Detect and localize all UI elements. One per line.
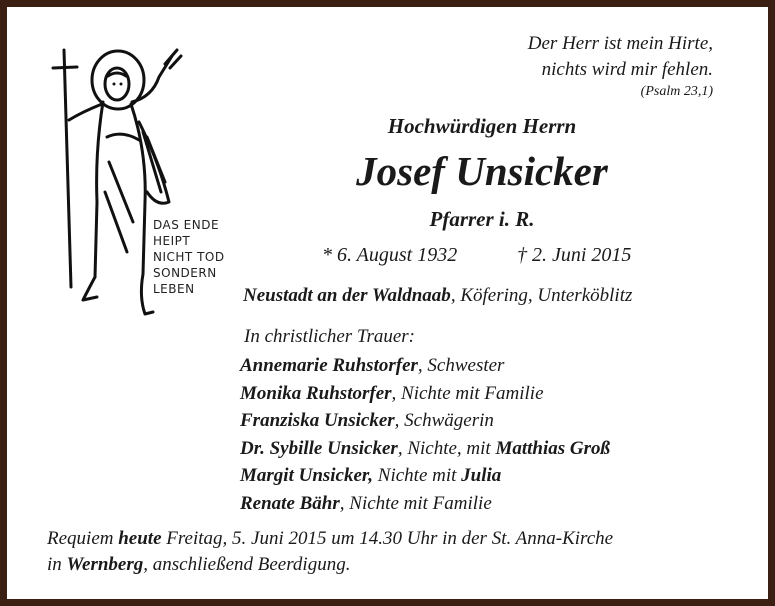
motto-line: LEBEN bbox=[153, 282, 195, 296]
mourner-relation: , Nichte, mit bbox=[397, 437, 496, 459]
deceased-name: Josef Unsicker bbox=[356, 148, 608, 194]
motto-line: HEIPT bbox=[153, 234, 191, 248]
mourner-name: Franziska Unsicker bbox=[240, 410, 395, 431]
psalm-line-1: Der Herr ist mein Hirte, bbox=[527, 33, 713, 54]
requiem-line-1 bbox=[47, 526, 613, 552]
mourner-name: Renate Bähr bbox=[240, 492, 340, 514]
mourner-name: Monika Ruhstorfer bbox=[240, 382, 392, 404]
obituary-card bbox=[7, 7, 768, 599]
places bbox=[243, 285, 632, 307]
place-primary: Neustadt an der Waldnaab bbox=[243, 285, 451, 306]
motto-line: DAS ENDE bbox=[153, 218, 220, 232]
mourning-intro: In christlicher Trauer: bbox=[244, 326, 415, 347]
list-item bbox=[240, 407, 610, 435]
mourner-name: Margit Unsicker, bbox=[240, 465, 374, 486]
list-item bbox=[240, 352, 610, 380]
place-rest: , Köfering, Unterköblitz bbox=[450, 285, 633, 306]
requiem-text: Freitag, 5. Juni 2015 um 14.30 Uhr in der St. Anna-Kirche bbox=[161, 528, 614, 549]
deceased-title: Pfarrer i. R. bbox=[429, 207, 535, 231]
mourner-name: Dr. Sybille Unsicker bbox=[240, 437, 398, 459]
motto-line: SONDERN bbox=[153, 266, 217, 280]
mourner-relation: , Nichte mit Familie bbox=[339, 492, 492, 514]
requiem-text: in bbox=[47, 554, 67, 575]
requiem-text: Requiem bbox=[47, 528, 119, 549]
mourners-list bbox=[240, 352, 610, 517]
requiem-today: heute bbox=[118, 528, 162, 549]
psalm-line-2: nichts wird mir fehlen. bbox=[541, 59, 713, 80]
list-item bbox=[240, 435, 610, 463]
requiem-notice bbox=[47, 526, 613, 578]
mourner-name: Annemarie Ruhstorfer bbox=[240, 355, 418, 376]
list-item bbox=[240, 462, 610, 490]
list-item bbox=[240, 490, 610, 518]
list-item bbox=[240, 380, 610, 408]
motto-line: NICHT TOD bbox=[153, 250, 225, 264]
requiem-text: , anschließend Beerdigung. bbox=[143, 554, 351, 575]
psalm-reference: (Psalm 23,1) bbox=[640, 84, 713, 99]
requiem-line-2 bbox=[47, 552, 613, 578]
mourner-relation: , Schwester bbox=[417, 355, 505, 376]
mourner-relation: Nichte mit bbox=[373, 465, 462, 486]
birth-date: * 6. August 1932 bbox=[322, 244, 458, 266]
requiem-place: Wernberg bbox=[66, 554, 144, 575]
mourner-extra: Matthias Groß bbox=[495, 437, 611, 459]
mourner-relation: , Schwägerin bbox=[394, 410, 494, 431]
mourner-extra: Julia bbox=[461, 465, 502, 486]
honorific: Hochwürdigen Herrn bbox=[387, 114, 577, 138]
mourner-relation: , Nichte mit Familie bbox=[391, 382, 544, 404]
death-date: † 2. Juni 2015 bbox=[517, 244, 632, 266]
psalm-quote bbox=[528, 31, 713, 101]
